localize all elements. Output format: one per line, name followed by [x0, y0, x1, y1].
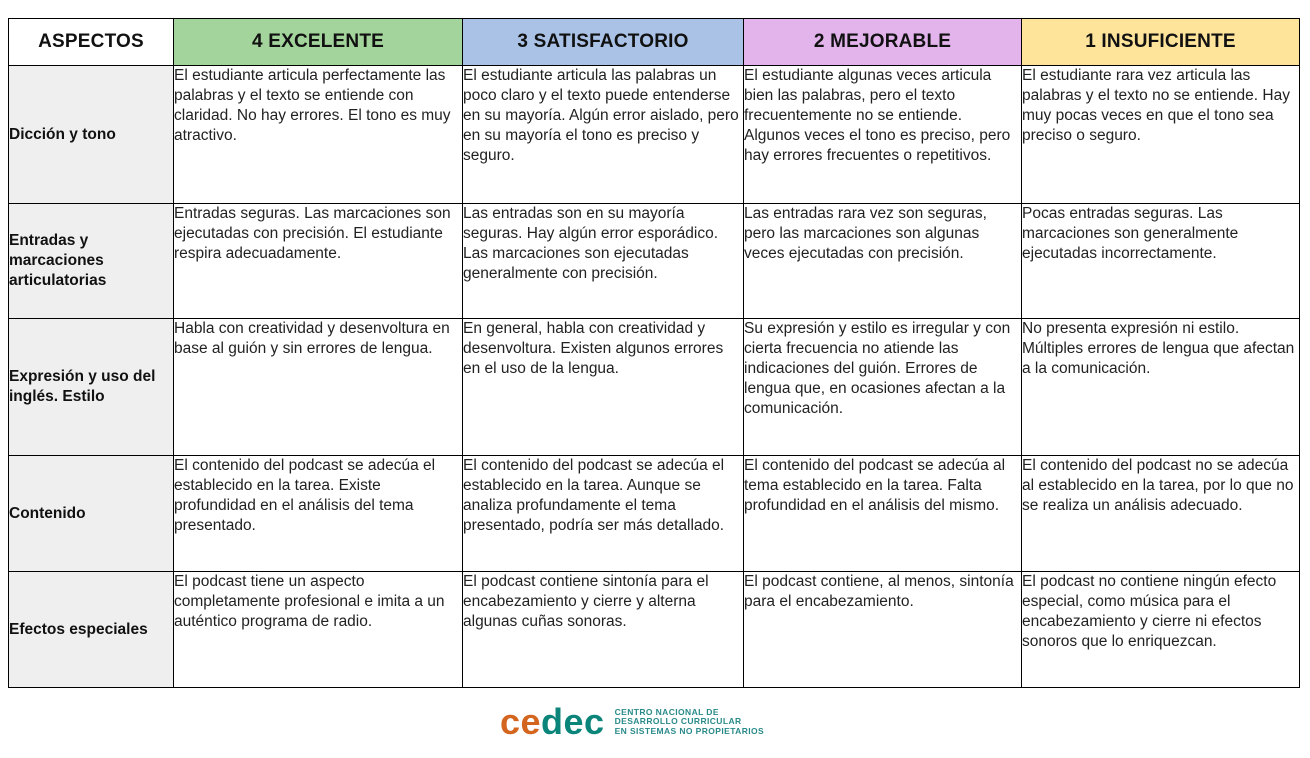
level-1-cell: No presenta expresión ni estilo. Múltiples errores de lengua que afectan a la comunicación.	[1022, 319, 1300, 456]
rubric-table	[8, 18, 1300, 688]
aspect-cell: Contenido	[9, 456, 174, 572]
aspect-cell: Entradas y marcaciones articulatorias	[9, 204, 174, 319]
aspect-cell: Dicción y tono	[9, 66, 174, 204]
cedec-logo-wordmark	[500, 701, 605, 742]
level-4-cell: El estudiante articula perfectamente las palabras y el texto se entiende con claridad. No hay errores. El tono es muy atractivo.	[174, 66, 463, 204]
level-2-cell: Su expresión y estilo es irregular y con cierta frecuencia no atiende las indicaciones del guión. Errores de lengua que, en ocasiones afectan a la comunicación.	[744, 319, 1022, 456]
header-aspects: ASPECTOS	[9, 19, 174, 66]
header-level-1: 1 INSUFICIENTE	[1022, 19, 1300, 66]
logo-tagline-line2: DESARROLLO CURRICULAR	[614, 716, 742, 727]
level-1-cell: El estudiante rara vez articula las palabras y el texto no se entiende. Hay muy pocas veces en que el tono sea preciso o seguro.	[1022, 66, 1300, 204]
header-level-4: 4 EXCELENTE	[174, 19, 463, 66]
cedec-logo	[500, 702, 764, 742]
level-3-cell: El estudiante articula las palabras un poco claro y el texto puede entenderse en su mayoría. Algún error aislado, pero en su mayoría el tono es preciso y seguro.	[463, 66, 744, 204]
level-3-cell: En general, habla con creatividad y desenvoltura. Existen algunos errores en el uso de la lengua.	[463, 319, 744, 456]
table-row	[9, 204, 1300, 319]
level-4-cell: Habla con creatividad y desenvoltura en base al guión y sin errores de lengua.	[174, 319, 463, 456]
level-2-cell: Las entradas rara vez son seguras, pero las marcaciones son algunas veces ejecutadas con precisión.	[744, 204, 1022, 319]
header-level-3: 3 SATISFACTORIO	[463, 19, 744, 66]
aspect-cell: Expresión y uso del inglés. Estilo	[9, 319, 174, 456]
level-3-cell: Las entradas son en su mayoría seguras. Hay algún error esporádico. Las marcaciones son ejecutadas generalmente con precisión.	[463, 204, 744, 319]
level-4-cell: El contenido del podcast se adecúa el establecido en la tarea. Existe profundidad en el análisis del tema presentado.	[174, 456, 463, 572]
cedec-logo-tagline	[615, 708, 765, 737]
level-4-cell: El podcast tiene un aspecto completamente profesional e imita a un auténtico programa de radio.	[174, 572, 463, 688]
table-row	[9, 456, 1300, 572]
header-level-2: 2 MEJORABLE	[744, 19, 1022, 66]
header-row	[9, 19, 1300, 66]
table-row	[9, 572, 1300, 688]
logo-word-part1: ce	[500, 701, 542, 742]
level-2-cell: El estudiante algunas veces articula bien las palabras, pero el texto frecuentemente no se entiende. Algunos veces el tono es preciso, pero hay errores frecuentes o repetitivos.	[744, 66, 1022, 204]
level-1-cell: Pocas entradas seguras. Las marcaciones son generalmente ejecutadas incorrectamente.	[1022, 204, 1300, 319]
level-2-cell: El contenido del podcast se adecúa al tema establecido en la tarea. Falta profundidad en el análisis del mismo.	[744, 456, 1022, 572]
level-4-cell: Entradas seguras. Las marcaciones son ejecutadas con precisión. El estudiante respira adecuadamente.	[174, 204, 463, 319]
level-3-cell: El contenido del podcast se adecúa el establecido en la tarea. Aunque se analiza profundamente el tema presentado, podría ser más detallado.	[463, 456, 744, 572]
table-row	[9, 66, 1300, 204]
level-2-cell: El podcast contiene, al menos, sintonía para el encabezamiento.	[744, 572, 1022, 688]
level-1-cell: El podcast no contiene ningún efecto especial, como música para el encabezamiento y cierre ni efectos sonoros que lo enriquezcan.	[1022, 572, 1300, 688]
table-row	[9, 319, 1300, 456]
logo-tagline-line1: CENTRO NACIONAL DE	[614, 706, 719, 717]
logo-word-part2: dec	[541, 701, 605, 742]
level-3-cell: El podcast contiene sintonía para el encabezamiento y cierre y alterna algunas cuñas sonoras.	[463, 572, 744, 688]
level-1-cell: El contenido del podcast no se adecúa al establecido en la tarea, por lo que no se realiza un análisis adecuado.	[1022, 456, 1300, 572]
aspect-cell: Efectos especiales	[9, 572, 174, 688]
logo-tagline-line3: EN SISTEMAS NO PROPIETARIOS	[614, 725, 765, 736]
